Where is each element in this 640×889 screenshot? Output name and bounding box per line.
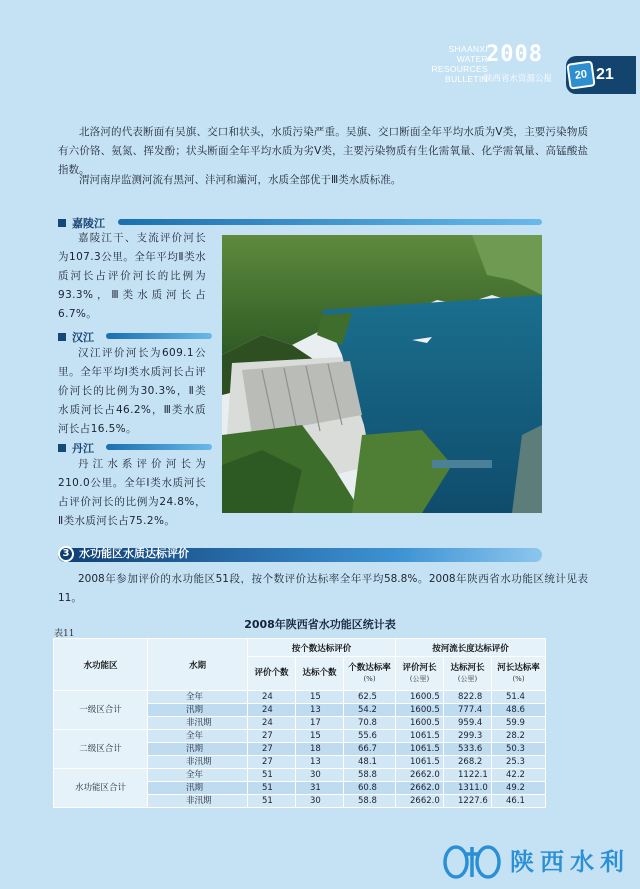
period-cell: 汛期 (148, 743, 248, 756)
value-cell: 54.2 (344, 704, 396, 717)
section-marker-icon (58, 333, 66, 341)
value-cell: 50.3 (492, 743, 546, 756)
table-title: 2008年陕西省水功能区统计表 (244, 618, 396, 631)
paragraph-weihe-south: 渭河南岸监测河流有黑河、沣河和灞河，水质全部优于Ⅲ类水质标准。 (79, 174, 402, 186)
section-bar (106, 444, 212, 450)
header-period: 水期 (148, 639, 248, 691)
period-cell: 汛期 (148, 704, 248, 717)
value-cell: 51 (248, 795, 296, 808)
value-cell: 60.8 (344, 782, 396, 795)
region-cell: 水功能区合计 (54, 769, 148, 808)
value-cell: 1061.5 (396, 743, 444, 756)
value-cell: 1600.5 (396, 704, 444, 717)
value-cell: 49.2 (492, 782, 546, 795)
table-body (54, 691, 546, 808)
header-sub: 达标河长 (公里) (444, 657, 492, 691)
value-cell: 70.8 (344, 717, 396, 730)
period-cell: 全年 (148, 730, 248, 743)
value-cell: 27 (248, 743, 296, 756)
value-cell: 66.7 (344, 743, 396, 756)
period-cell: 全年 (148, 769, 248, 782)
value-cell: 1311.0 (444, 782, 492, 795)
header-sub: 评价个数 (248, 657, 296, 691)
value-cell: 17 (296, 717, 344, 730)
value-cell: 18 (296, 743, 344, 756)
section3-number-badge: 3 (58, 546, 74, 562)
period-cell: 汛期 (148, 782, 248, 795)
value-cell: 15 (296, 730, 344, 743)
value-cell: 1600.5 (396, 717, 444, 730)
value-cell: 959.4 (444, 717, 492, 730)
value-cell: 51 (248, 782, 296, 795)
value-cell: 48.1 (344, 756, 396, 769)
value-cell: 55.6 (344, 730, 396, 743)
section3-title: 水功能区水质达标评价 (79, 547, 189, 560)
value-cell: 13 (296, 704, 344, 717)
section-bar (118, 219, 542, 225)
table-row (54, 769, 546, 782)
value-cell: 2662.0 (396, 769, 444, 782)
section-title-jialing: 嘉陵江 (72, 217, 105, 230)
section-marker-icon (58, 444, 66, 452)
table-label: 表11 (54, 629, 75, 639)
value-cell: 822.8 (444, 691, 492, 704)
value-cell: 15 (296, 691, 344, 704)
section-marker-icon (58, 219, 66, 227)
value-cell: 533.6 (444, 743, 492, 756)
text-danjiang: 丹江水系评价河长为210.0公里。全年Ⅰ类水质河长占评价河长的比例为24.8%，Ⅱ类水质河长占75.2%。 (58, 458, 206, 527)
value-cell: 1122.1 (444, 769, 492, 782)
value-cell: 62.5 (344, 691, 396, 704)
value-cell: 1600.5 (396, 691, 444, 704)
dam-reservoir-photo (222, 235, 542, 513)
value-cell: 58.8 (344, 769, 396, 782)
header-year: 2008 (486, 42, 543, 67)
value-cell: 2662.0 (396, 782, 444, 795)
value-cell: 1227.6 (444, 795, 492, 808)
page-number: 21 (596, 66, 614, 83)
value-cell: 28.2 (492, 730, 546, 743)
header-region: 水功能区 (54, 639, 148, 691)
value-cell: 46.1 (492, 795, 546, 808)
value-cell: 42.2 (492, 769, 546, 782)
value-cell: 13 (296, 756, 344, 769)
tab-year-badge: 20 (566, 60, 595, 89)
section3-paragraph: 2008年参加评价的水功能区51段，按个数评价达标率全年平均58.8%。2008年陕西省水功能区统计见表11。 (58, 573, 588, 604)
water-function-zone-table (53, 638, 546, 808)
section-title-hanjiang: 汉江 (72, 331, 94, 344)
value-cell: 24 (248, 704, 296, 717)
header-english-title: SHAANXI WATER RESOURCES BULLETIN (431, 44, 488, 84)
period-cell: 全年 (148, 691, 248, 704)
value-cell: 59.9 (492, 717, 546, 730)
header-sub: 达标个数 (296, 657, 344, 691)
value-cell: 24 (248, 717, 296, 730)
text-jialing: 嘉陵江干、支流评价河长为107.3公里。全年平均Ⅱ类水质河长占评价河长的比例为93.3%，Ⅲ类水质河长占6.7%。 (58, 232, 206, 320)
value-cell: 777.4 (444, 704, 492, 717)
value-cell: 27 (248, 756, 296, 769)
header-group-count: 按个数达标评价 (248, 639, 396, 657)
period-cell: 非汛期 (148, 795, 248, 808)
page-header (0, 0, 640, 100)
shaanxi-water-logo-icon (440, 842, 504, 882)
value-cell: 25.3 (492, 756, 546, 769)
value-cell: 30 (296, 769, 344, 782)
value-cell: 2662.0 (396, 795, 444, 808)
value-cell: 24 (248, 691, 296, 704)
value-cell: 48.6 (492, 704, 546, 717)
header-sub: 评价河长 (公里) (396, 657, 444, 691)
section-title-danjiang: 丹江 (72, 442, 94, 455)
footer-brand: 陕西水利 (510, 848, 630, 876)
header-group-length: 按河流长度达标评价 (396, 639, 546, 657)
text-hanjiang: 汉江评价河长为609.1公里。全年平均Ⅰ类水质河长占评价河长的比例为30.3%，Ⅱ类水质河长占46.2%，Ⅲ类水质河长占16.5%。 (58, 347, 206, 435)
value-cell: 27 (248, 730, 296, 743)
value-cell: 51.4 (492, 691, 546, 704)
period-cell: 非汛期 (148, 756, 248, 769)
table-row (54, 730, 546, 743)
dam-illustration (222, 235, 542, 513)
value-cell: 58.8 (344, 795, 396, 808)
value-cell: 30 (296, 795, 344, 808)
region-cell: 二级区合计 (54, 730, 148, 769)
value-cell: 299.3 (444, 730, 492, 743)
value-cell: 1061.5 (396, 756, 444, 769)
value-cell: 268.2 (444, 756, 492, 769)
header-sub: 个数达标率 (%) (344, 657, 396, 691)
region-cell: 一级区合计 (54, 691, 148, 730)
header-sub: 河长达标率 (%) (492, 657, 546, 691)
section-bar (106, 333, 212, 339)
value-cell: 1061.5 (396, 730, 444, 743)
paragraph-beiluo-river: 北洛河的代表断面有吴旗、交口和状头，水质污染严重。吴旗、交口断面全年平均水质为Ⅴ类，主要污染物质有六价铬、氨氮、挥发酚；状头断面全年平均水质为劣Ⅴ类，主要污染物质有生化需氧量、化学需氧量、高锰酸盐指数。 (58, 126, 588, 176)
value-cell: 31 (296, 782, 344, 795)
value-cell: 51 (248, 769, 296, 782)
period-cell: 非汛期 (148, 717, 248, 730)
table-row (54, 691, 546, 704)
header-chinese-title: 陕西省水资源公报 (484, 74, 553, 84)
